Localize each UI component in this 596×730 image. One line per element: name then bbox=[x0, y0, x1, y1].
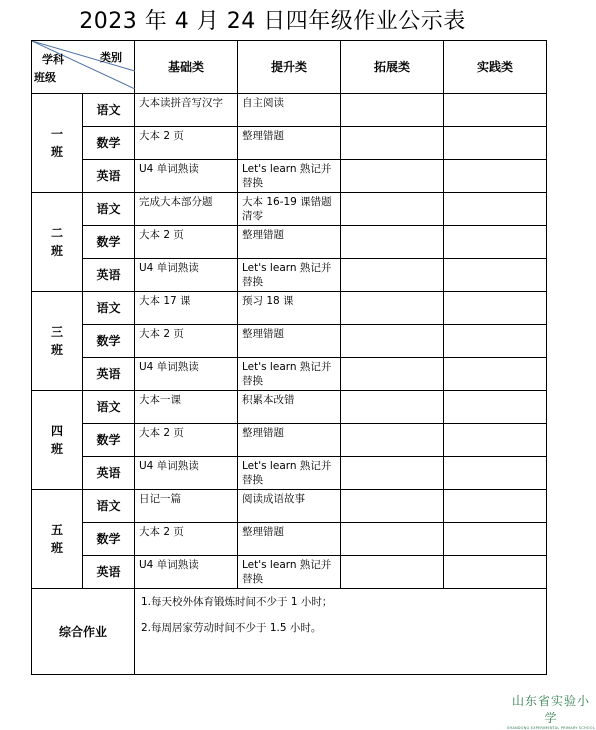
subject-cell: 英语 bbox=[83, 457, 135, 490]
practice-cell bbox=[444, 325, 547, 358]
class-name-char: 一 bbox=[50, 127, 63, 141]
advanced-cell: 大本 16-19 课错题清零 bbox=[238, 193, 341, 226]
extension-cell bbox=[341, 358, 444, 391]
column-header-extension: 拓展类 bbox=[341, 41, 444, 94]
advanced-cell: 阅读成语故事 bbox=[238, 490, 341, 523]
basic-cell: 大本读拼音写汉字 bbox=[135, 94, 238, 127]
practice-cell bbox=[444, 94, 547, 127]
practice-cell bbox=[444, 160, 547, 193]
subject-cell: 语文 bbox=[83, 490, 135, 523]
class-name-cell bbox=[32, 94, 83, 193]
basic-cell: 大本 2 页 bbox=[135, 226, 238, 259]
practice-cell bbox=[444, 424, 547, 457]
comprehensive-content bbox=[135, 589, 547, 675]
practice-cell bbox=[444, 523, 547, 556]
subject-cell: 数学 bbox=[83, 325, 135, 358]
class-name-char: 五 bbox=[50, 523, 63, 537]
basic-cell: 完成大本部分题 bbox=[135, 193, 238, 226]
subject-cell: 英语 bbox=[83, 160, 135, 193]
column-header-practice: 实践类 bbox=[444, 41, 547, 94]
extension-cell bbox=[341, 523, 444, 556]
comprehensive-label: 综合作业 bbox=[32, 589, 135, 675]
class-name-cell bbox=[32, 292, 83, 391]
corner-class-label: 班级 bbox=[34, 71, 56, 84]
class-name-char: 班 bbox=[50, 343, 63, 357]
school-logo bbox=[506, 692, 596, 730]
basic-cell: U4 单词熟读 bbox=[135, 358, 238, 391]
class-name-char: 班 bbox=[50, 145, 63, 159]
column-header-advanced: 提升类 bbox=[238, 41, 341, 94]
table-row bbox=[32, 292, 547, 325]
subject-cell: 语文 bbox=[83, 193, 135, 226]
table-row bbox=[32, 457, 547, 490]
table-row bbox=[32, 259, 547, 292]
page-title: 2023 年 4 月 24 日四年级作业公示表 bbox=[79, 9, 466, 34]
table-row bbox=[32, 556, 547, 589]
advanced-cell: Let's learn 熟记并替换 bbox=[238, 259, 341, 292]
table-row bbox=[32, 127, 547, 160]
basic-cell: 大本一课 bbox=[135, 391, 238, 424]
table-row bbox=[32, 523, 547, 556]
advanced-cell: Let's learn 熟记并替换 bbox=[238, 556, 341, 589]
practice-cell bbox=[444, 391, 547, 424]
extension-cell bbox=[341, 226, 444, 259]
extension-cell bbox=[341, 556, 444, 589]
corner-subject-label: 学科 bbox=[42, 53, 64, 66]
subject-cell: 数学 bbox=[83, 424, 135, 457]
subject-cell: 英语 bbox=[83, 259, 135, 292]
practice-cell bbox=[444, 490, 547, 523]
subject-cell: 语文 bbox=[83, 94, 135, 127]
corner-header-cell bbox=[32, 41, 135, 94]
corner-category-label: 类别 bbox=[100, 51, 122, 64]
practice-cell bbox=[444, 292, 547, 325]
table-row bbox=[32, 391, 547, 424]
extension-cell bbox=[341, 94, 444, 127]
advanced-cell: 整理错题 bbox=[238, 523, 341, 556]
extension-cell bbox=[341, 457, 444, 490]
class-name-char: 四 bbox=[50, 424, 63, 438]
subject-cell: 语文 bbox=[83, 391, 135, 424]
subject-cell: 英语 bbox=[83, 556, 135, 589]
advanced-cell: Let's learn 熟记并替换 bbox=[238, 358, 341, 391]
advanced-cell: Let's learn 熟记并替换 bbox=[238, 160, 341, 193]
table-row bbox=[32, 160, 547, 193]
table-row bbox=[32, 424, 547, 457]
school-logo-name: 山东省实验小学 bbox=[511, 694, 590, 725]
practice-cell bbox=[444, 193, 547, 226]
practice-cell bbox=[444, 226, 547, 259]
basic-cell: 大本 17 课 bbox=[135, 292, 238, 325]
column-header-basic: 基础类 bbox=[135, 41, 238, 94]
subject-cell: 数学 bbox=[83, 523, 135, 556]
advanced-cell: 预习 18 课 bbox=[238, 292, 341, 325]
advanced-cell: 整理错题 bbox=[238, 424, 341, 457]
extension-cell bbox=[341, 424, 444, 457]
class-name-cell bbox=[32, 193, 83, 292]
extension-cell bbox=[341, 160, 444, 193]
table-row bbox=[32, 490, 547, 523]
extension-cell bbox=[341, 292, 444, 325]
table-row bbox=[32, 358, 547, 391]
basic-cell: U4 单词熟读 bbox=[135, 457, 238, 490]
class-name-cell bbox=[32, 490, 83, 589]
basic-cell: 大本 2 页 bbox=[135, 424, 238, 457]
table-row bbox=[32, 325, 547, 358]
basic-cell: 日记一篇 bbox=[135, 490, 238, 523]
practice-cell bbox=[444, 358, 547, 391]
basic-cell: 大本 2 页 bbox=[135, 325, 238, 358]
school-logo-english: SHANDONG EXPERIMENTAL PRIMARY SCHOOL bbox=[507, 726, 595, 730]
advanced-cell: 自主阅读 bbox=[238, 94, 341, 127]
table-row bbox=[32, 94, 547, 127]
class-name-char: 班 bbox=[50, 541, 63, 555]
class-name-char: 三 bbox=[50, 325, 63, 339]
comprehensive-item: 2.每周居家劳动时间不少于 1.5 小时。 bbox=[141, 622, 322, 634]
practice-cell bbox=[444, 457, 547, 490]
basic-cell: U4 单词熟读 bbox=[135, 259, 238, 292]
advanced-cell: Let's learn 熟记并替换 bbox=[238, 457, 341, 490]
table-row bbox=[32, 226, 547, 259]
subject-cell: 数学 bbox=[83, 127, 135, 160]
extension-cell bbox=[341, 127, 444, 160]
extension-cell bbox=[341, 391, 444, 424]
subject-cell: 语文 bbox=[83, 292, 135, 325]
practice-cell bbox=[444, 556, 547, 589]
extension-cell bbox=[341, 193, 444, 226]
basic-cell: 大本 2 页 bbox=[135, 127, 238, 160]
basic-cell: U4 单词熟读 bbox=[135, 556, 238, 589]
advanced-cell: 积累本改错 bbox=[238, 391, 341, 424]
homework-table bbox=[31, 40, 547, 675]
advanced-cell: 整理错题 bbox=[238, 127, 341, 160]
advanced-cell: 整理错题 bbox=[238, 226, 341, 259]
class-name-char: 班 bbox=[50, 442, 63, 456]
basic-cell: 大本 2 页 bbox=[135, 523, 238, 556]
practice-cell bbox=[444, 259, 547, 292]
extension-cell bbox=[341, 490, 444, 523]
extension-cell bbox=[341, 325, 444, 358]
class-name-cell bbox=[32, 391, 83, 490]
class-name-char: 班 bbox=[50, 244, 63, 258]
subject-cell: 英语 bbox=[83, 358, 135, 391]
subject-cell: 数学 bbox=[83, 226, 135, 259]
comprehensive-item: 1.每天校外体育锻炼时间不少于 1 小时； bbox=[141, 596, 333, 608]
advanced-cell: 整理错题 bbox=[238, 325, 341, 358]
basic-cell: U4 单词熟读 bbox=[135, 160, 238, 193]
table-row bbox=[32, 193, 547, 226]
extension-cell bbox=[341, 259, 444, 292]
class-name-char: 二 bbox=[50, 226, 63, 240]
practice-cell bbox=[444, 127, 547, 160]
